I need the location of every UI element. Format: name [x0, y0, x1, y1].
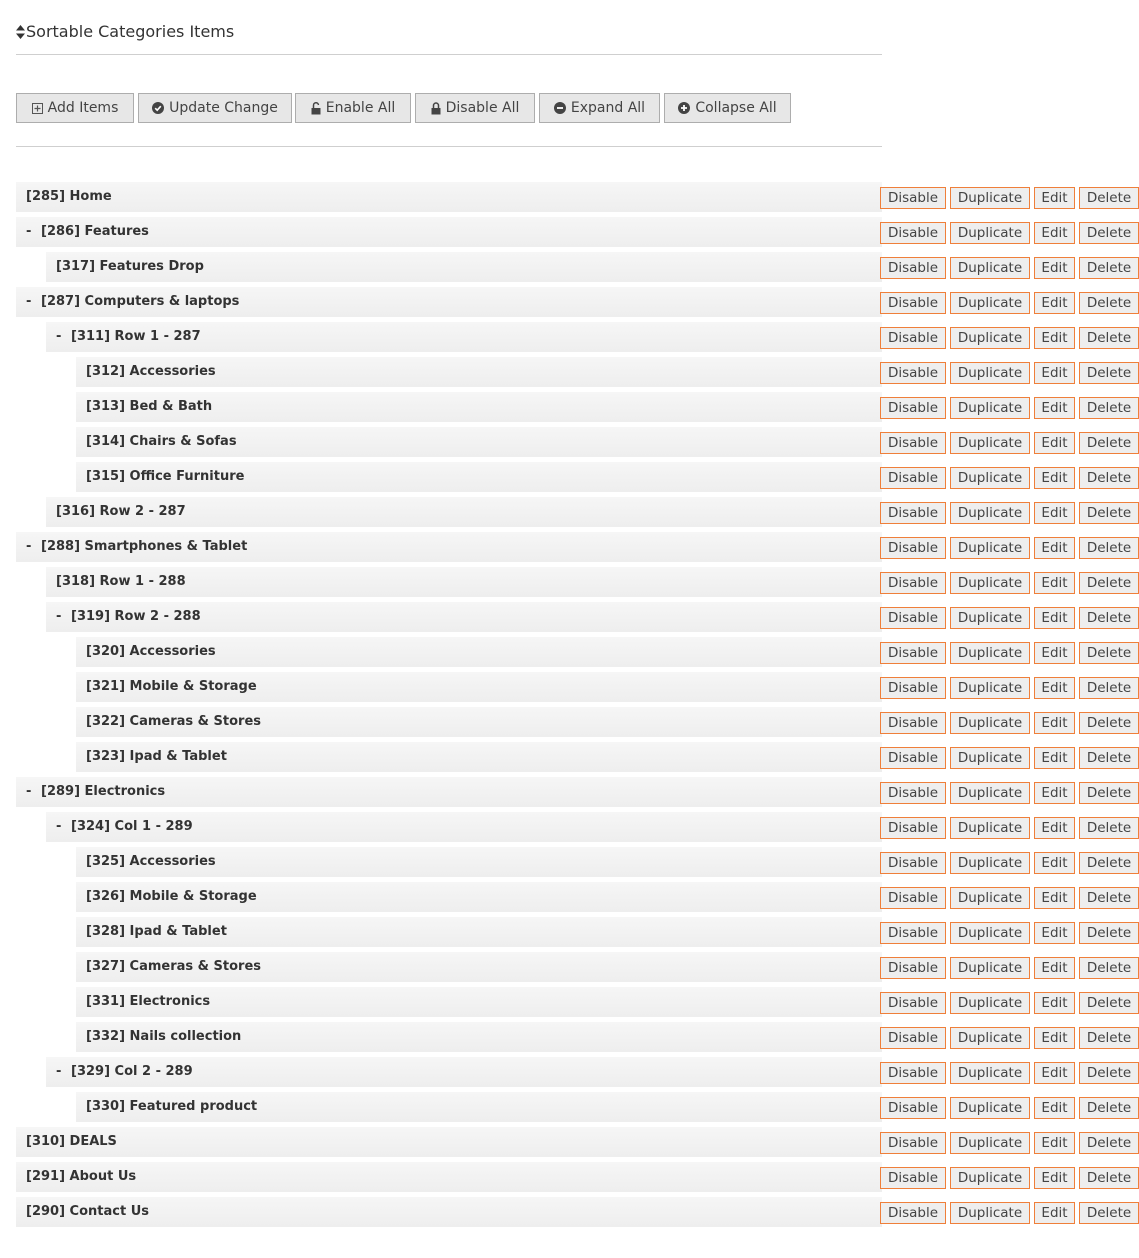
duplicate-button[interactable]: Duplicate — [950, 397, 1030, 419]
item-label: [315] Office Furniture — [86, 469, 245, 484]
delete-button[interactable]: Delete — [1079, 957, 1139, 979]
list-item[interactable] — [76, 1022, 1132, 1052]
collapse-all-button[interactable] — [664, 93, 791, 123]
list-item[interactable] — [46, 322, 1132, 352]
edit-button[interactable]: Edit — [1034, 607, 1075, 629]
list-item[interactable] — [76, 357, 1132, 387]
list-item[interactable] — [76, 847, 1132, 877]
collapse-toggle[interactable]: - — [26, 784, 32, 799]
duplicate-button[interactable]: Duplicate — [950, 362, 1030, 384]
delete-button[interactable]: Delete — [1079, 992, 1139, 1014]
item-label: [318] Row 1 - 288 — [56, 574, 186, 589]
delete-button[interactable]: Delete — [1079, 712, 1139, 734]
edit-button[interactable]: Edit — [1034, 782, 1075, 804]
collapse-toggle[interactable]: - — [26, 294, 32, 309]
edit-button[interactable]: Edit — [1034, 1062, 1075, 1084]
delete-button[interactable]: Delete — [1079, 852, 1139, 874]
duplicate-button[interactable]: Duplicate — [950, 292, 1030, 314]
list-item[interactable] — [76, 637, 1132, 667]
delete-button[interactable]: Delete — [1079, 922, 1139, 944]
disable-button[interactable]: Disable — [880, 397, 946, 419]
item-label: [324] Col 1 - 289 — [71, 819, 193, 834]
collapse-all-label: Collapse All — [695, 100, 777, 116]
list-item[interactable] — [76, 952, 1132, 982]
list-item[interactable] — [46, 602, 1132, 632]
add-items-button[interactable] — [16, 93, 134, 123]
list-item[interactable] — [76, 427, 1132, 457]
list-item[interactable] — [16, 1162, 1132, 1192]
disable-button[interactable]: Disable — [880, 1062, 946, 1084]
item-label: [291] About Us — [26, 1169, 137, 1184]
item-label: [286] Features — [41, 224, 149, 239]
title-divider — [16, 54, 882, 55]
list-item[interactable] — [76, 1092, 1132, 1122]
item-label: [317] Features Drop — [56, 259, 204, 274]
disable-button[interactable]: Disable — [880, 292, 946, 314]
delete-button[interactable]: Delete — [1079, 782, 1139, 804]
duplicate-button[interactable]: Duplicate — [950, 1132, 1030, 1154]
item-label: [325] Accessories — [86, 854, 216, 869]
item-label: [314] Chairs & Sofas — [86, 434, 237, 449]
item-label: [310] DEALS — [26, 1134, 117, 1149]
duplicate-button[interactable]: Duplicate — [950, 572, 1030, 594]
duplicate-button[interactable]: Duplicate — [950, 502, 1030, 524]
item-label: [320] Accessories — [86, 644, 216, 659]
enable-all-button[interactable] — [295, 93, 411, 123]
list-item[interactable] — [16, 287, 1132, 317]
edit-button[interactable]: Edit — [1034, 187, 1075, 209]
list-item[interactable] — [76, 462, 1132, 492]
edit-button[interactable]: Edit — [1034, 397, 1075, 419]
duplicate-button[interactable]: Duplicate — [950, 747, 1030, 769]
edit-button[interactable]: Edit — [1034, 1027, 1075, 1049]
list-item[interactable] — [46, 252, 1132, 282]
item-label: [329] Col 2 - 289 — [71, 1064, 193, 1079]
edit-button[interactable]: Edit — [1034, 992, 1075, 1014]
delete-button[interactable]: Delete — [1079, 887, 1139, 909]
item-label: [287] Computers & laptops — [41, 294, 240, 309]
list-item[interactable] — [16, 777, 1132, 807]
disable-button[interactable]: Disable — [880, 537, 946, 559]
edit-button[interactable]: Edit — [1034, 327, 1075, 349]
expand-all-label: Expand All — [570, 100, 646, 116]
delete-button[interactable]: Delete — [1079, 1167, 1139, 1189]
duplicate-button[interactable]: Duplicate — [950, 1202, 1030, 1224]
item-label: [327] Cameras & Stores — [86, 959, 262, 974]
delete-button[interactable]: Delete — [1079, 432, 1139, 454]
duplicate-button[interactable]: Duplicate — [950, 432, 1030, 454]
disable-button[interactable]: Disable — [880, 642, 946, 664]
update-change-label: Update Change — [169, 100, 278, 116]
duplicate-button[interactable]: Duplicate — [950, 467, 1030, 489]
item-label: [312] Accessories — [86, 364, 216, 379]
edit-button[interactable]: Edit — [1034, 1202, 1075, 1224]
edit-button[interactable]: Edit — [1034, 957, 1075, 979]
delete-button[interactable]: Delete — [1079, 747, 1139, 769]
duplicate-button[interactable]: Duplicate — [950, 1097, 1030, 1119]
list-item[interactable] — [76, 707, 1132, 737]
list-item[interactable] — [46, 1057, 1132, 1087]
disable-button[interactable]: Disable — [880, 1027, 946, 1049]
item-label: [332] Nails collection — [86, 1029, 242, 1044]
delete-button[interactable]: Delete — [1079, 187, 1139, 209]
item-label: [316] Row 2 - 287 — [56, 504, 186, 519]
disable-button[interactable]: Disable — [880, 747, 946, 769]
delete-button[interactable]: Delete — [1079, 1062, 1139, 1084]
disable-button[interactable]: Disable — [880, 1097, 946, 1119]
list-item[interactable] — [16, 1197, 1132, 1227]
disable-button[interactable]: Disable — [880, 1132, 946, 1154]
edit-button[interactable]: Edit — [1034, 292, 1075, 314]
disable-button[interactable]: Disable — [880, 187, 946, 209]
delete-button[interactable]: Delete — [1079, 362, 1139, 384]
item-label: [311] Row 1 - 287 — [71, 329, 201, 344]
list-item[interactable] — [46, 567, 1132, 597]
disable-button[interactable]: Disable — [880, 432, 946, 454]
duplicate-button[interactable]: Duplicate — [950, 607, 1030, 629]
list-item[interactable] — [16, 1127, 1132, 1157]
delete-button[interactable]: Delete — [1079, 1097, 1139, 1119]
edit-button[interactable]: Edit — [1034, 467, 1075, 489]
delete-button[interactable]: Delete — [1079, 502, 1139, 524]
edit-button[interactable]: Edit — [1034, 642, 1075, 664]
disable-button[interactable]: Disable — [880, 572, 946, 594]
edit-button[interactable]: Edit — [1034, 747, 1075, 769]
item-label: [326] Mobile & Storage — [86, 889, 257, 904]
disable-button[interactable]: Disable — [880, 502, 946, 524]
edit-button[interactable]: Edit — [1034, 1132, 1075, 1154]
add-items-label: Add Items — [47, 100, 119, 116]
collapse-toggle[interactable]: - — [56, 329, 62, 344]
list-item[interactable] — [76, 882, 1132, 912]
edit-button[interactable]: Edit — [1034, 922, 1075, 944]
edit-button[interactable]: Edit — [1034, 537, 1075, 559]
duplicate-button[interactable]: Duplicate — [950, 957, 1030, 979]
duplicate-button[interactable]: Duplicate — [950, 327, 1030, 349]
delete-button[interactable]: Delete — [1079, 1027, 1139, 1049]
list-item[interactable] — [46, 812, 1132, 842]
lock-icon — [431, 102, 441, 115]
disable-button[interactable]: Disable — [880, 1202, 946, 1224]
duplicate-button[interactable]: Duplicate — [950, 1167, 1030, 1189]
item-label: [322] Cameras & Stores — [86, 714, 262, 729]
disable-button[interactable]: Disable — [880, 467, 946, 489]
plus-circle-icon — [678, 102, 690, 114]
delete-button[interactable]: Delete — [1079, 572, 1139, 594]
check-circle-icon — [152, 102, 164, 114]
item-label: [323] Ipad & Tablet — [86, 749, 227, 764]
delete-button[interactable]: Delete — [1079, 327, 1139, 349]
collapse-toggle[interactable]: - — [56, 1064, 62, 1079]
duplicate-button[interactable]: Duplicate — [950, 257, 1030, 279]
delete-button[interactable]: Delete — [1079, 222, 1139, 244]
disable-button[interactable]: Disable — [880, 607, 946, 629]
collapse-toggle[interactable]: - — [26, 539, 32, 554]
delete-button[interactable]: Delete — [1079, 257, 1139, 279]
collapse-toggle[interactable]: - — [56, 609, 62, 624]
item-label: [319] Row 2 - 288 — [71, 609, 201, 624]
duplicate-button[interactable]: Duplicate — [950, 782, 1030, 804]
delete-button[interactable]: Delete — [1079, 537, 1139, 559]
disable-button[interactable]: Disable — [880, 1167, 946, 1189]
disable-all-label: Disable All — [445, 100, 520, 116]
item-label: [289] Electronics — [41, 784, 166, 799]
item-label: [290] Contact Us — [26, 1204, 149, 1219]
duplicate-button[interactable]: Duplicate — [950, 222, 1030, 244]
item-label: [331] Electronics — [86, 994, 211, 1009]
collapse-toggle[interactable]: - — [26, 224, 32, 239]
list-item[interactable] — [76, 917, 1132, 947]
disable-button[interactable]: Disable — [880, 852, 946, 874]
duplicate-button[interactable]: Duplicate — [950, 922, 1030, 944]
list-item[interactable] — [16, 532, 1132, 562]
duplicate-button[interactable]: Duplicate — [950, 817, 1030, 839]
edit-button[interactable]: Edit — [1034, 502, 1075, 524]
list-item[interactable] — [16, 182, 1132, 212]
item-label: [330] Featured product — [86, 1099, 258, 1114]
edit-button[interactable]: Edit — [1034, 432, 1075, 454]
disable-button[interactable]: Disable — [880, 362, 946, 384]
duplicate-button[interactable]: Duplicate — [950, 992, 1030, 1014]
delete-button[interactable]: Delete — [1079, 1202, 1139, 1224]
edit-button[interactable]: Edit — [1034, 817, 1075, 839]
edit-button[interactable]: Edit — [1034, 852, 1075, 874]
disable-button[interactable]: Disable — [880, 782, 946, 804]
edit-button[interactable]: Edit — [1034, 1097, 1075, 1119]
delete-button[interactable]: Delete — [1079, 467, 1139, 489]
duplicate-button[interactable]: Duplicate — [950, 1027, 1030, 1049]
item-label: [288] Smartphones & Tablet — [41, 539, 248, 554]
disable-button[interactable]: Disable — [880, 222, 946, 244]
edit-button[interactable]: Edit — [1034, 257, 1075, 279]
edit-button[interactable]: Edit — [1034, 1167, 1075, 1189]
list-item[interactable] — [76, 742, 1132, 772]
page-title-text: Sortable Categories Items — [26, 22, 235, 41]
item-label: [313] Bed & Bath — [86, 399, 213, 414]
list-item[interactable] — [46, 497, 1132, 527]
plus-square-icon — [32, 103, 43, 114]
list-item[interactable] — [76, 392, 1132, 422]
delete-button[interactable]: Delete — [1079, 292, 1139, 314]
duplicate-button[interactable]: Duplicate — [950, 852, 1030, 874]
duplicate-button[interactable]: Duplicate — [950, 1062, 1030, 1084]
duplicate-button[interactable]: Duplicate — [950, 642, 1030, 664]
disable-button[interactable]: Disable — [880, 257, 946, 279]
disable-button[interactable]: Disable — [880, 957, 946, 979]
disable-button[interactable]: Disable — [880, 327, 946, 349]
enable-all-label: Enable All — [325, 100, 396, 116]
edit-button[interactable]: Edit — [1034, 712, 1075, 734]
edit-button[interactable]: Edit — [1034, 887, 1075, 909]
disable-all-button[interactable] — [415, 93, 535, 123]
edit-button[interactable]: Edit — [1034, 677, 1075, 699]
delete-button[interactable]: Delete — [1079, 607, 1139, 629]
delete-button[interactable]: Delete — [1079, 817, 1139, 839]
item-label: [328] Ipad & Tablet — [86, 924, 227, 939]
toolbar-divider — [16, 146, 882, 147]
disable-button[interactable]: Disable — [880, 887, 946, 909]
duplicate-button[interactable]: Duplicate — [950, 537, 1030, 559]
page-title — [16, 22, 234, 41]
duplicate-button[interactable]: Duplicate — [950, 712, 1030, 734]
edit-button[interactable]: Edit — [1034, 572, 1075, 594]
duplicate-button[interactable]: Duplicate — [950, 187, 1030, 209]
delete-button[interactable]: Delete — [1079, 677, 1139, 699]
collapse-toggle[interactable]: - — [56, 819, 62, 834]
list-item[interactable] — [76, 672, 1132, 702]
disable-button[interactable]: Disable — [880, 922, 946, 944]
delete-button[interactable]: Delete — [1079, 642, 1139, 664]
disable-button[interactable]: Disable — [880, 712, 946, 734]
duplicate-button[interactable]: Duplicate — [950, 677, 1030, 699]
sort-icon — [16, 25, 25, 39]
delete-button[interactable]: Delete — [1079, 397, 1139, 419]
duplicate-button[interactable]: Duplicate — [950, 887, 1030, 909]
delete-button[interactable]: Delete — [1079, 1132, 1139, 1154]
edit-button[interactable]: Edit — [1034, 222, 1075, 244]
list-item[interactable] — [76, 987, 1132, 1017]
unlock-icon — [311, 102, 321, 115]
disable-button[interactable]: Disable — [880, 677, 946, 699]
disable-button[interactable]: Disable — [880, 992, 946, 1014]
disable-button[interactable]: Disable — [880, 817, 946, 839]
item-label: [285] Home — [26, 189, 112, 204]
expand-all-button[interactable] — [539, 93, 660, 123]
item-label: [321] Mobile & Storage — [86, 679, 257, 694]
edit-button[interactable]: Edit — [1034, 362, 1075, 384]
update-change-button[interactable] — [138, 93, 292, 123]
minus-circle-icon — [554, 102, 566, 114]
list-item[interactable] — [16, 217, 1132, 247]
